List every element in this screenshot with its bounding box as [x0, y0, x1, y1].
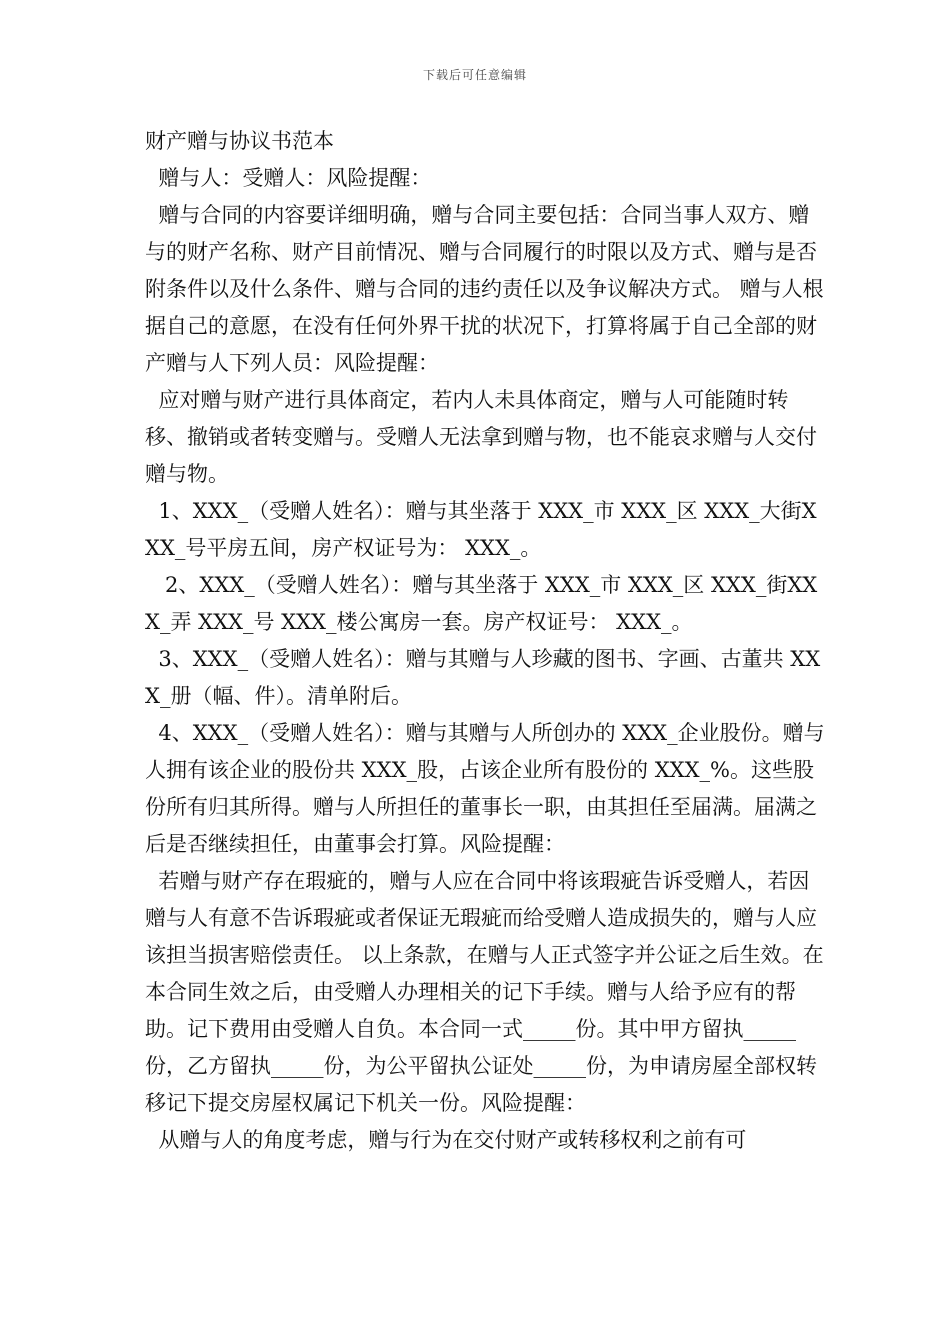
page-header: 下载后可任意编辑: [422, 68, 527, 82]
paragraph: 从赠与人的角度考虑，赠与行为在交付财产或转移权利之前有可: [145, 1128, 747, 1152]
paragraph: 1、XXX_（受赠人姓名）：赠与其坐落于 XXX_市 XXX_区 XXX_大街XXX_号平房五间，房产权证号为： XXX_。: [145, 499, 817, 560]
document-body: [145, 123, 825, 1159]
paragraph: 赠与人：受赠人：风险提醒：: [145, 166, 432, 190]
document-title: 财产赠与协议书范本: [145, 129, 334, 153]
paragraph: 3、XXX_（受赠人姓名）：赠与其赠与人珍藏的图书、字画、古董共 XXX_册（幅、件）。清单附后。: [145, 647, 821, 708]
paragraph: 应对赠与财产进行具体商定，若内人未具体商定，赠与人可能随时转移、撤销或者转变赠与。受赠人无法拿到赠与物，也不能哀求赠与人交付赠与物。: [145, 388, 817, 486]
paragraph: 4、XXX_（受赠人姓名）：赠与其赠与人所创办的 XXX_企业股份。赠与人拥有该企业的股份共 XXX_股，占该企业所有股份的 XXX_%。这些股份所有归其所得。赠与人所担任的董事长一职，由其担任至届满。届满之后是否继续担任，由董事会打算。风险提醒：: [145, 721, 825, 856]
paragraph: 若赠与财产存在瑕疵的，赠与人应在合同中将该瑕疵告诉受赠人，若因赠与人有意不告诉瑕疵或者保证无瑕疵而给受赠人造成损失的，赠与人应该担当损害赔偿责任。 以上条款，在赠与人正式签字并公证之后生效。在本合同生效之后，由受赠人办理相关的记下手续。赠与人给予应有的帮助。记下费用由受赠人自负。本合同一式_____份。其中甲方留执_____份，乙方留执_____份，为公平留执公证处_____份，为申请房屋全部权转移记下提交房屋权属记下机关一份。风险提醒：: [145, 869, 824, 1115]
paragraph: 2、XXX_（受赠人姓名）：赠与其坐落于 XXX_市 XXX_区 XXX_街XXX_弄 XXX_号 XXX_楼公寓房一套。房产权证号： XXX_。: [145, 573, 818, 634]
paragraph: 赠与合同的内容要详细明确，赠与合同主要包括：合同当事人双方、赠与的财产名称、财产目前情况、赠与合同履行的时限以及方式、赠与是否附条件以及什么条件、赠与合同的违约责任以及争议解决方式。 赠与人根据自己的意愿，在没有任何外界干扰的状况下，打算将属于自己全部的财产赠与人下列人员：风险提醒：: [145, 203, 824, 375]
